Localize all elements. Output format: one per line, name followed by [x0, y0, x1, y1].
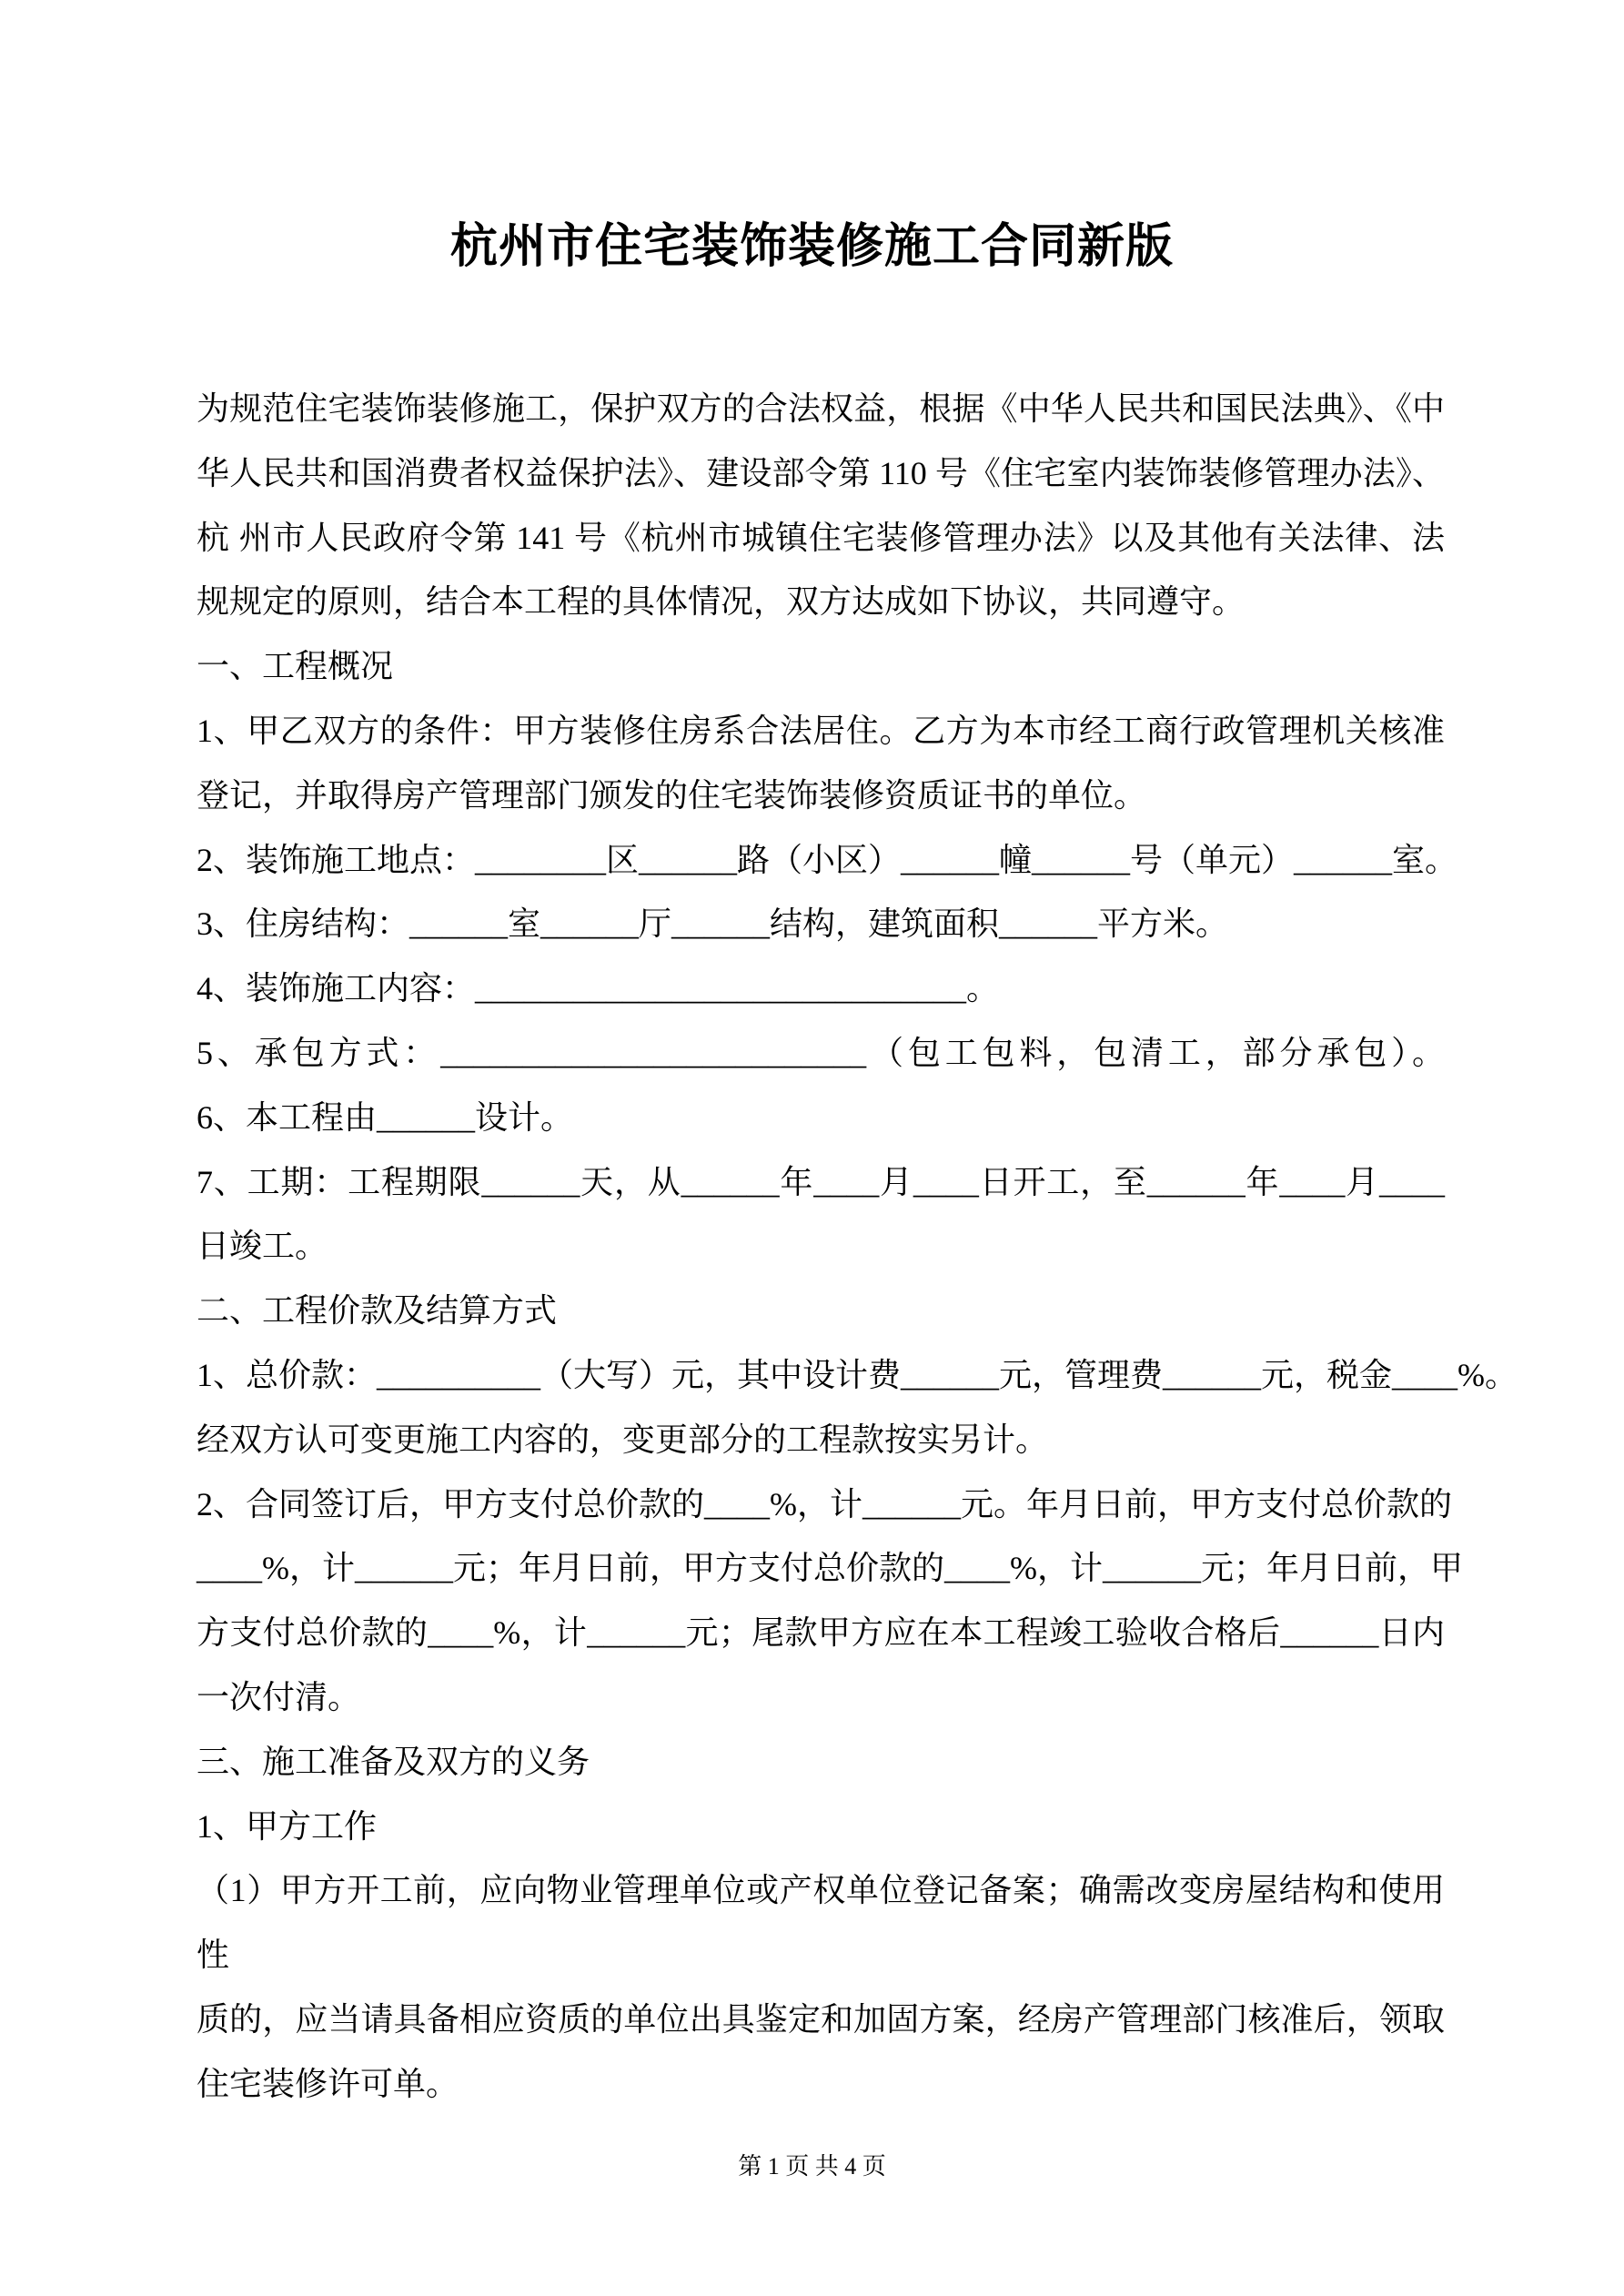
paragraph-line: ____%，计______元；年月日前，甲方支付总价款的____%，计______元；年月日前，甲 [197, 1550, 1463, 1587]
subsection-heading: 1、甲方工作 [197, 1807, 378, 1845]
paragraph-line: 一次付清。 [197, 1678, 361, 1715]
paragraph-line: 日竣工。 [197, 1228, 328, 1265]
paragraph-line: 1、甲乙双方的条件：甲方装修住房系合法居住。乙方为本市经工商行政管理机关核准 [197, 712, 1445, 749]
paragraph-line: 住宅装修许可单。 [197, 2065, 459, 2102]
paragraph-line: 质的，应当请具备相应资质的单位出具鉴定和加固方案，经房产管理部门核准后，领取 [197, 2000, 1445, 2038]
paragraph-line: 2、装饰施工地点：________区______路（小区）______幢______号（单元）______室。 [197, 841, 1458, 878]
paragraph-line: （1）甲方开工前，应向物业管理单位或产权单位登记备案；确需改变房屋结构和使用 [197, 1872, 1445, 1909]
paragraph-line: 7、工期：工程期限______天，从______年____月____日开工，至______年____月____ [197, 1163, 1445, 1200]
paragraph-line: 方支付总价款的____%，计______元；尾款甲方应在本工程竣工验收合格后______日内 [197, 1614, 1445, 1652]
section-heading: 二、工程价款及结算方式 [197, 1292, 558, 1330]
section-heading: 三、施工准备及双方的义务 [197, 1743, 590, 1780]
paragraph-line: 3、住房结构：______室______厅______结构，建筑面积______平方米。 [197, 905, 1229, 943]
paragraph-line: 经双方认可变更施工内容的，变更部分的工程款按实另计。 [197, 1421, 1049, 1458]
paragraph-line: 华人民共和国消费者权益保护法》、建设部令第 110 号《住宅室内装饰装修管理办法》、 [197, 454, 1445, 491]
document-title: 杭州市住宅装饰装修施工合同新版 [449, 221, 1174, 273]
paragraph-line: 1、总价款：__________（大写）元，其中设计费______元，管理费______元，税金____%。 [197, 1356, 1518, 1393]
paragraph-line: 5、承包方式：__________________________（包工包料，包清工，部分承包）。 [197, 1034, 1445, 1071]
paragraph-line: 2、合同签订后，甲方支付总价款的____%，计______元。年月日前，甲方支付总价款的 [197, 1485, 1452, 1522]
paragraph-line: 登记，并取得房产管理部门颁发的住宅装饰装修资质证书的单位。 [197, 776, 1147, 814]
paragraph-line: 为规范住宅装饰装修施工，保护双方的合法权益，根据《中华人民共和国民法典》、《中 [197, 390, 1445, 427]
document-body [197, 377, 1518, 2117]
paragraph-line: 规规定的原则，结合本工程的具体情况，双方达成如下协议，共同遵守。 [197, 583, 1246, 621]
section-heading: 一、工程概况 [197, 648, 394, 685]
paragraph-line: 性 [197, 1937, 230, 1974]
paragraph-line: 6、本工程由______设计。 [197, 1098, 574, 1136]
paragraph-line: 4、装饰施工内容：______________________________。 [197, 970, 1000, 1007]
paragraph-line: 杭 州市人民政府令第 141 号《杭州市城镇住宅装修管理办法》以及其他有关法律、法 [197, 519, 1445, 556]
page-number-footer: 第 1 页 共 4 页 [738, 2153, 886, 2180]
